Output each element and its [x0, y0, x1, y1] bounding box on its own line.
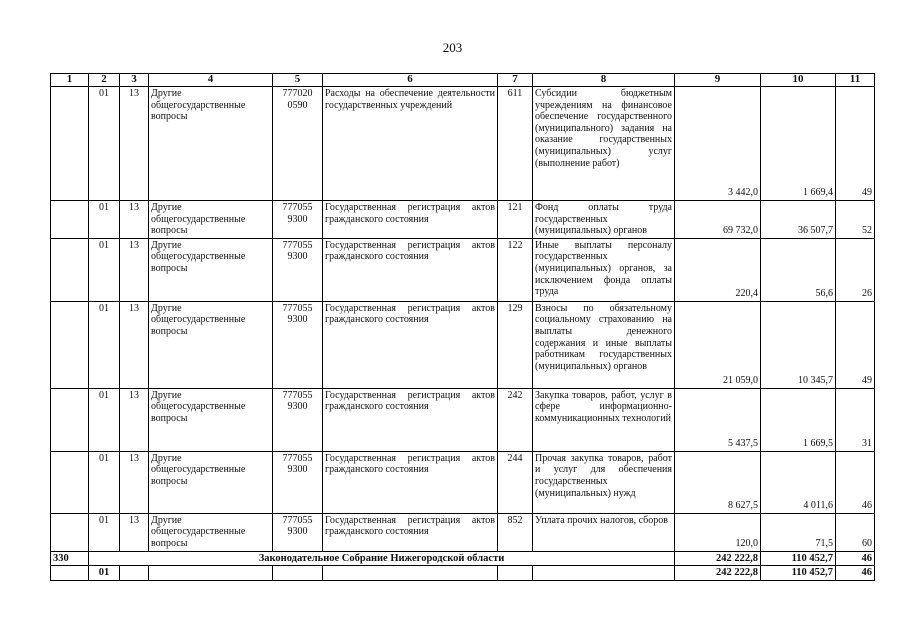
cell-percent: 31 [836, 388, 875, 451]
cell-expense-code: 242 [498, 388, 533, 451]
cell-target-code: 777055 9300 [273, 201, 323, 239]
cell-target-name: Государственная регистрация актов гражданского состояния [323, 238, 498, 301]
cell-target-code: 777055 9300 [273, 301, 323, 388]
cell-plan: 21 059,0 [675, 301, 761, 388]
col-header: 7 [498, 74, 533, 87]
cell-section-name: Другие общегосударственные вопросы [149, 451, 273, 513]
col-header: 8 [533, 74, 675, 87]
cell-section: 01 [89, 301, 120, 388]
cell-col1 [51, 201, 89, 239]
cell-percent: 52 [836, 201, 875, 239]
total-plan: 242 222,8 [675, 551, 761, 566]
total-section-code: 01 [89, 566, 120, 581]
total-percent: 46 [836, 566, 875, 581]
cell-actual: 1 669,4 [761, 87, 836, 201]
cell-plan: 69 732,0 [675, 201, 761, 239]
cell-section-name: Другие общегосударственные вопросы [149, 201, 273, 239]
cell-subsection: 13 [120, 513, 149, 551]
cell-expense-name: Иные выплаты персоналу государственных (муниципальных) органов, за исключением фонда оплаты труда [533, 238, 675, 301]
cell-expense-code: 121 [498, 201, 533, 239]
total-row-330 [51, 551, 875, 566]
empty-cell [273, 566, 323, 581]
cell-col1 [51, 87, 89, 201]
cell-expense-name: Уплата прочих налогов, сборов [533, 513, 675, 551]
col-header: 5 [273, 74, 323, 87]
cell-expense-code: 129 [498, 301, 533, 388]
page-number: 203 [442, 40, 463, 55]
cell-section: 01 [89, 87, 120, 201]
cell-actual: 71,5 [761, 513, 836, 551]
cell-plan: 220,4 [675, 238, 761, 301]
cell-percent: 60 [836, 513, 875, 551]
cell-section-name: Другие общегосударственные вопросы [149, 513, 273, 551]
cell-target-code: 777055 9300 [273, 513, 323, 551]
cell-target-name: Государственная регистрация актов гражданского состояния [323, 513, 498, 551]
cell-section: 01 [89, 513, 120, 551]
table-row [51, 513, 875, 551]
cell-expense-code: 611 [498, 87, 533, 201]
cell-actual: 4 011,6 [761, 451, 836, 513]
cell-section: 01 [89, 201, 120, 239]
total-plan: 242 222,8 [675, 566, 761, 581]
cell-subsection: 13 [120, 451, 149, 513]
col-header: 2 [89, 74, 120, 87]
cell-subsection: 13 [120, 388, 149, 451]
cell-expense-name: Субсидии бюджетным учреждениям на финансовое обеспечение государственного (муниципального) задания на оказание государственных (муниципальных) услуг (выполнение работ) [533, 87, 675, 201]
cell-target-code: 777055 9300 [273, 238, 323, 301]
col-header: 6 [323, 74, 498, 87]
cell-plan: 8 627,5 [675, 451, 761, 513]
cell-target-name: Государственная регистрация актов гражданского состояния [323, 301, 498, 388]
table-row [51, 238, 875, 301]
col-header: 10 [761, 74, 836, 87]
total-row-01 [51, 566, 875, 581]
col-header: 4 [149, 74, 273, 87]
cell-subsection: 13 [120, 87, 149, 201]
table-row [51, 451, 875, 513]
cell-target-name: Государственная регистрация актов гражданского состояния [323, 451, 498, 513]
cell-actual: 1 669,5 [761, 388, 836, 451]
empty-cell [149, 566, 273, 581]
cell-expense-code: 122 [498, 238, 533, 301]
cell-expense-code: 852 [498, 513, 533, 551]
total-percent: 46 [836, 551, 875, 566]
cell-col1 [51, 566, 89, 581]
cell-percent: 49 [836, 87, 875, 201]
cell-col1 [51, 388, 89, 451]
total-actual: 110 452,7 [761, 551, 836, 566]
col-header: 3 [120, 74, 149, 87]
empty-cell [120, 566, 149, 581]
col-header: 1 [51, 74, 89, 87]
cell-subsection: 13 [120, 301, 149, 388]
cell-col1 [51, 238, 89, 301]
cell-section: 01 [89, 451, 120, 513]
cell-target-name: Государственная регистрация актов гражданского состояния [323, 201, 498, 239]
col-header: 9 [675, 74, 761, 87]
cell-expense-name: Прочая закупка товаров, работ и услуг для обеспечения государственных (муниципальных) нужд [533, 451, 675, 513]
empty-cell [498, 566, 533, 581]
total-label: Законодательное Собрание Нижегородской области [89, 551, 675, 566]
cell-percent: 49 [836, 301, 875, 388]
cell-expense-code: 244 [498, 451, 533, 513]
table-row [51, 87, 875, 201]
cell-subsection: 13 [120, 238, 149, 301]
cell-expense-name: Закупка товаров, работ, услуг в сфере информационно-коммуникационных технологий [533, 388, 675, 451]
cell-section: 01 [89, 238, 120, 301]
table-row [51, 388, 875, 451]
cell-section-name: Другие общегосударственные вопросы [149, 87, 273, 201]
cell-section-name: Другие общегосударственные вопросы [149, 301, 273, 388]
cell-expense-name: Фонд оплаты труда государственных (муниципальных) органов [533, 201, 675, 239]
cell-actual: 36 507,7 [761, 201, 836, 239]
cell-percent: 46 [836, 451, 875, 513]
cell-plan: 3 442,0 [675, 87, 761, 201]
cell-actual: 56,6 [761, 238, 836, 301]
total-code: 330 [51, 551, 89, 566]
cell-section-name: Другие общегосударственные вопросы [149, 388, 273, 451]
table-row [51, 301, 875, 388]
cell-percent: 26 [836, 238, 875, 301]
cell-target-code: 777055 9300 [273, 388, 323, 451]
cell-section-name: Другие общегосударственные вопросы [149, 238, 273, 301]
cell-target-code: 777020 0590 [273, 87, 323, 201]
cell-actual: 10 345,7 [761, 301, 836, 388]
cell-subsection: 13 [120, 201, 149, 239]
cell-target-code: 777055 9300 [273, 451, 323, 513]
total-actual: 110 452,7 [761, 566, 836, 581]
table-row [51, 201, 875, 239]
budget-table [50, 73, 875, 581]
cell-col1 [51, 451, 89, 513]
cell-plan: 120,0 [675, 513, 761, 551]
empty-cell [323, 566, 498, 581]
cell-col1 [51, 513, 89, 551]
cell-expense-name: Взносы по обязательному социальному страхованию на выплаты денежного содержания и иные выплаты работникам государственных (муниципальных) органов [533, 301, 675, 388]
empty-cell [533, 566, 675, 581]
cell-target-name: Государственная регистрация актов гражданского состояния [323, 388, 498, 451]
col-header: 11 [836, 74, 875, 87]
cell-plan: 5 437,5 [675, 388, 761, 451]
cell-col1 [51, 301, 89, 388]
header-row [51, 74, 875, 87]
cell-section: 01 [89, 388, 120, 451]
cell-target-name: Расходы на обеспечение деятельности государственных учреждений [323, 87, 498, 201]
